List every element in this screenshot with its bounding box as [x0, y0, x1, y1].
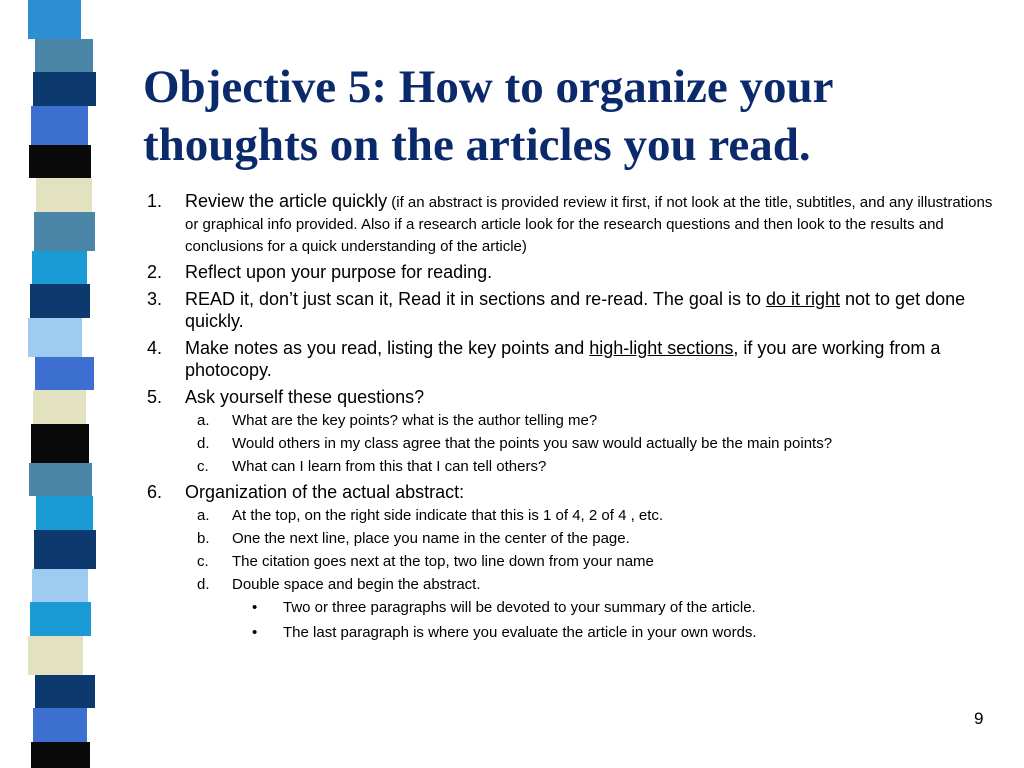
sub-item-text: Double space and begin the abstract. — [232, 576, 481, 593]
list-number: 5. — [147, 387, 163, 407]
list-item — [145, 288, 995, 332]
list-item — [145, 190, 995, 256]
list-item — [145, 386, 995, 475]
list-number: 4. — [147, 338, 163, 358]
sub-list-item — [185, 458, 995, 475]
sub-list-letter: d. — [197, 435, 210, 452]
stripe-segment — [31, 106, 88, 145]
numbered-list — [145, 190, 995, 641]
list-item — [145, 337, 995, 381]
bullet-icon: • — [252, 624, 258, 641]
sub-list-letter: b. — [197, 530, 210, 547]
list-number: 2. — [147, 262, 163, 282]
item-text: Make notes as you read, listing the key points and — [185, 338, 590, 358]
stripe-segment — [30, 284, 90, 318]
bullet-text: Two or three paragraphs will be devoted to your summary of the article. — [283, 599, 756, 616]
stripe-segment — [36, 178, 92, 212]
stripe-segment — [34, 530, 96, 569]
item-detail: (if an abstract is provided review it first, if not look at the title, subtitles, and any illustrations or graphical info provided. Also if a research article look for the research questions and then look to the results and conclusions for a quick understanding of the article) — [185, 194, 993, 255]
sub-item-text: At the top, on the right side indicate that this is 1 of 4, 2 of 4 , etc. — [232, 507, 664, 524]
decorative-stripe-bar — [0, 0, 110, 768]
sub-list-item — [185, 435, 995, 452]
sub-list-item — [185, 553, 995, 570]
list-number: 3. — [147, 289, 163, 309]
sub-list-item — [185, 507, 995, 524]
slide-title — [143, 58, 1003, 174]
stripe-segment — [35, 675, 95, 708]
stripe-segment — [28, 0, 81, 39]
stripe-segment — [33, 708, 87, 742]
sub-list-letter: c. — [197, 553, 209, 570]
stripe-segment — [34, 212, 95, 251]
list-item — [145, 261, 995, 283]
bullet-item — [232, 599, 995, 616]
slide-body — [145, 190, 995, 649]
item-text: Review the article quickly — [185, 191, 388, 211]
sub-item-text: Would others in my class agree that the points you saw would actually be the main points? — [232, 435, 833, 452]
sub-item-text: What are the key points? what is the author telling me? — [232, 412, 598, 429]
item-text-end: not to get done quickly. — [185, 289, 966, 331]
stripe-segment — [32, 569, 88, 602]
stripe-segment — [35, 39, 93, 72]
bullet-list — [232, 599, 995, 641]
sub-list-letter: c. — [197, 458, 209, 475]
stripe-segment — [35, 357, 94, 390]
sub-item-text: One the next line, place you name in the center of the page. — [232, 530, 630, 547]
sub-list — [185, 412, 995, 475]
stripe-segment — [29, 145, 91, 178]
item-text: Reflect upon your purpose for reading. — [185, 262, 493, 282]
sub-list-letter: a. — [197, 412, 210, 429]
stripe-segment — [33, 390, 86, 424]
sub-list-item — [185, 576, 995, 641]
list-number: 1. — [147, 191, 163, 211]
item-text-end: , if you are working from a photocopy. — [185, 338, 941, 380]
stripe-segment — [33, 72, 96, 106]
underlined-text: high-light sections — [589, 338, 734, 358]
title-bold-prefix: Objective 5: — [143, 61, 388, 113]
list-number: 6. — [147, 482, 163, 502]
sub-list-letter: d. — [197, 576, 210, 593]
underlined-text: do it right — [765, 289, 841, 309]
stripe-segment — [32, 251, 87, 284]
sub-item-text: The citation goes next at the top, two line down from your name — [232, 553, 654, 570]
stripe-segment — [36, 496, 93, 530]
sub-item-text: What can I learn from this that I can tell others? — [232, 458, 547, 475]
item-text: READ it, don’t just scan it, Read it in sections and re-read. The goal is to — [185, 289, 766, 309]
bullet-icon: • — [252, 599, 258, 616]
stripe-segment — [29, 463, 92, 496]
slide-number: 9 — [974, 709, 984, 728]
item-text: Organization of the actual abstract: — [185, 482, 465, 502]
sub-list-letter: a. — [197, 507, 210, 524]
stripe-segment — [30, 602, 91, 636]
sub-list-item — [185, 530, 995, 547]
sub-list-item — [185, 412, 995, 429]
title-text: How to organize your thoughts on the articles you read. — [143, 61, 833, 171]
item-text: Ask yourself these questions? — [185, 387, 425, 407]
stripe-segment — [31, 424, 89, 463]
bullet-text: The last paragraph is where you evaluate the article in your own words. — [283, 624, 757, 641]
bullet-item — [232, 624, 995, 641]
list-item — [145, 481, 995, 641]
sub-list — [185, 507, 995, 641]
stripe-segment — [31, 742, 90, 768]
stripe-segment — [28, 636, 83, 675]
stripe-segment — [28, 318, 82, 357]
